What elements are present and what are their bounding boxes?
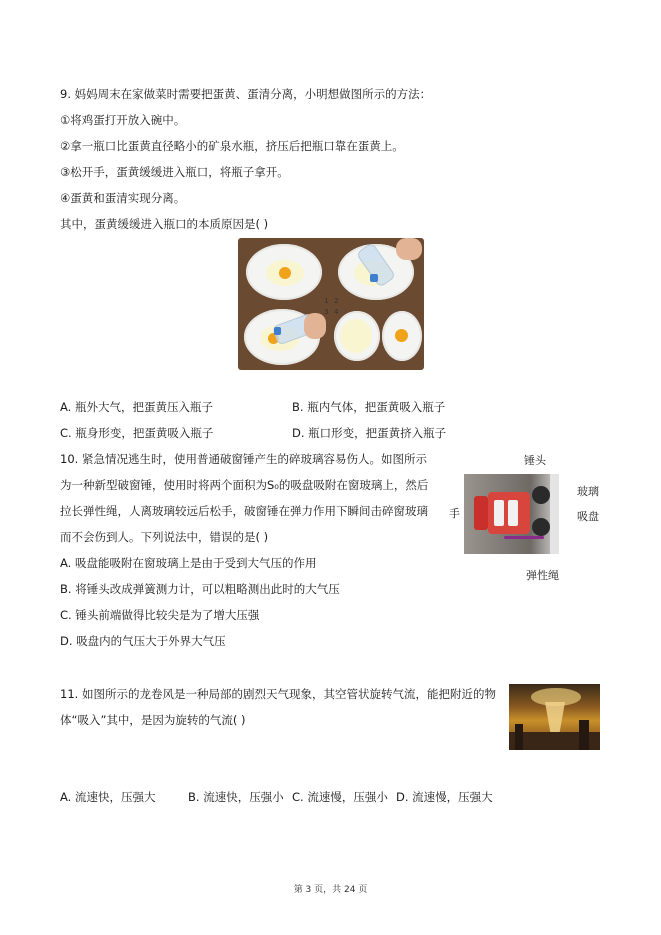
q11-stem-line-1: 11. 如图所示的龙卷风是一种局部的剧烈天气现象，其空管状旋转气流，能把附近的物 <box>60 687 496 701</box>
window-breaker-figure <box>464 474 559 554</box>
q11-option-c[interactable]: C. 流速慢，压强小 <box>292 790 388 804</box>
q10-stem-line-3: 拉长弹性绳，人离玻璃较远后松手，破窗锤在弹力作用下瞬间击碎窗玻璃 <box>60 504 428 518</box>
q9-option-b[interactable]: B. 瓶内气体，把蛋黄吸入瓶子 <box>292 400 446 414</box>
q9-step-4: ④蛋黄和蛋清实现分离。 <box>60 191 186 205</box>
q11-option-d[interactable]: D. 流速慢，压强大 <box>396 790 493 804</box>
label-glass: 玻璃 <box>577 485 599 498</box>
tornado-photo <box>509 684 600 750</box>
q10-option-a[interactable]: A. 吸盘能吸附在窗玻璃上是由于受到大气压的作用 <box>60 556 317 570</box>
page-footer: 第 3 页，共 24 页 <box>293 885 368 895</box>
q9-step-2: ②拿一瓶口比蛋黄直径略小的矿泉水瓶，挤压后把瓶口靠在蛋黄上。 <box>60 139 404 153</box>
q9-question: 其中，蛋黄缓缓进入瓶口的本质原因是( ) <box>60 217 269 231</box>
egg-separation-photo <box>238 238 424 370</box>
q9-step-3: ③松开手，蛋黄缓缓进入瓶口，将瓶子拿开。 <box>60 165 289 179</box>
label-hand: 手 <box>449 507 460 520</box>
photo-step-1 <box>238 238 329 302</box>
photo-number-4: 4 <box>334 308 339 316</box>
label-hammer-head: 锤头 <box>524 454 546 467</box>
photo-step-3 <box>238 305 329 369</box>
q9-stem: 9. 妈妈周末在家做菜时需要把蛋黄、蛋清分离，小明想做图所示的方法： <box>60 87 432 101</box>
label-suction-cup: 吸盘 <box>577 510 599 523</box>
q9-step-1: ①将鸡蛋打开放入碗中。 <box>60 113 186 127</box>
photo-step-2 <box>332 238 423 302</box>
q10-stem-line-4: 而不会伤到人。下列说法中，错误的是( ) <box>60 530 269 544</box>
q10-option-c[interactable]: C. 锤头前端做得比较尖是为了增大压强 <box>60 608 260 622</box>
photo-number-2: 2 <box>334 297 339 305</box>
photo-number-1: 1 <box>324 297 329 305</box>
photo-step-4 <box>332 305 423 369</box>
q11-stem-line-2: 体“吸入”其中，是因为旋转的气流( ) <box>60 713 246 727</box>
q9-option-d[interactable]: D. 瓶口形变，把蛋黄挤入瓶子 <box>292 426 447 440</box>
q10-option-d[interactable]: D. 吸盘内的气压大于外界大气压 <box>60 634 226 648</box>
q9-option-c[interactable]: C. 瓶身形变，把蛋黄吸入瓶子 <box>60 426 214 440</box>
photo-number-3: 3 <box>324 308 329 316</box>
q11-option-b[interactable]: B. 流速快，压强小 <box>188 790 284 804</box>
q9-option-a[interactable]: A. 瓶外大气，把蛋黄压入瓶子 <box>60 400 213 414</box>
q10-stem-line-2: 为一种新型破窗锤，使用时将两个面积为S₀的吸盘吸附在窗玻璃上，然后 <box>60 478 429 492</box>
label-elastic-rope: 弹性绳 <box>526 569 559 582</box>
q11-option-a[interactable]: A. 流速快，压强大 <box>60 790 156 804</box>
q10-option-b[interactable]: B. 将锤头改成弹簧测力计，可以粗略测出此时的大气压 <box>60 582 340 596</box>
q10-stem-line-1: 10. 紧急情况逃生时，使用普通破窗锤产生的碎玻璃容易伤人。如图所示 <box>60 452 427 466</box>
